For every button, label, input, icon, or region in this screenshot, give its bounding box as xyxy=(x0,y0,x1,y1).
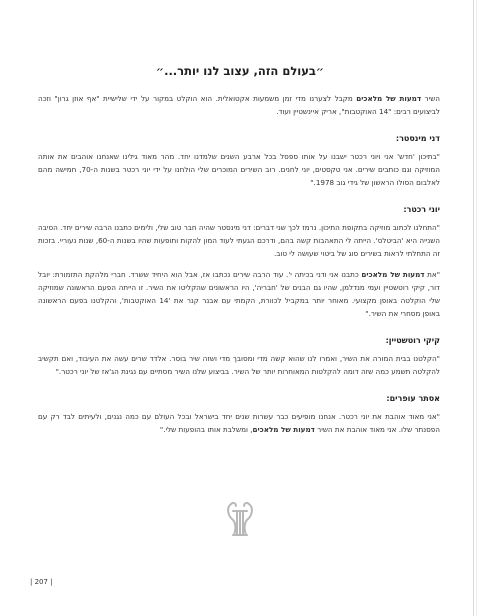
intro-paragraph xyxy=(38,92,440,118)
quote-text: , ומשלבת אותו בהופעות שלי." xyxy=(159,425,253,434)
quote-paragraph: "בתיכון 'חדש' אני ויוני רכטר ישבנו על אותו ספסל בכל ארבע השנים שלמדנו יחד. מהר מאוד גילינו שאנחנו אוהבים את אותה המוזיקה וגם כותבים שירים. אני טקסטים, יוני לחנים. רוב השירים המוכרים שלי הולחנו על ידי יוני רכטר בשנות ה-70, חמישה מהם לאלבום הסולו הראשון של גידי גוב 1978." xyxy=(38,152,440,187)
song-title-bold: דמעות של מלאכים xyxy=(361,270,425,279)
intro-text-2: מקבל לצערנו מדי זמן משמעות אקטואלית. הוא הוקלט במקור על ידי שלישיית "אף אוזן גרון" וזכה לביצועים רבים: "14 האוקטבות", אריק איינשטיין ועוד. xyxy=(38,94,440,116)
lyre-icon xyxy=(225,500,255,540)
page-edge-inner xyxy=(476,0,477,616)
page-title: ״בעולם הזה, עצוב לנו יותר...״ xyxy=(155,64,325,78)
speaker-heading: יוני רכטר: xyxy=(403,205,440,214)
quote-text: כתבנו אני ודני בכיתה י'. עוד הרבה שירים נכתבו אז, אבל הוא היחיד ששרד. חברי מלהקת התזמורת: יובל דור, קיקי רוטשטיין ועמי מנדלמן, שהיו גם הבנים של 'חבריה', היו הראשונים שהקליטו את השיר. זו הייתה הפעם הראשונה שמוזיקה שלי הוקלטה באופן מקצועי. מאוחר יותר במקביל לכוורת, הקמתי עם אבנר קנר את '14 האוקטבות', והקלטנו בפעם הראשונה באופן מסחרי את השיר." xyxy=(38,270,440,318)
article-body xyxy=(38,92,440,444)
quote-paragraph xyxy=(38,268,440,320)
quote-paragraph: "הקלטנו בבית המורה את השיר, ואמרו לנו שהוא קשה מדי ומסובך מדי ושזה שיר בוסר. אלדד שרים עשה את העיבוד, ואם תקשיב להקלטה תשמע כמה שזה דומה להקלטות המאוחרות יותר של השיר. בביצוע שלנו השיר מסתיים עם נגינת הג'אז של יוני רכטר." xyxy=(38,354,440,376)
speaker-heading: דני מינסטר: xyxy=(395,134,440,143)
quote-text: "אני מאוד אוהבת את יוני רכטר. אנחנו מופיעים כבר עשרות שנים יחד בישראל ובכל העולם עם כמה נגנים, ולעיתים לבד רק עם הפסנתר שלו. אני מאוד אוהבת את השיר xyxy=(38,412,440,434)
quote-paragraph: "התחלנו לכתוב מוזיקה בתקופת התיכון. נרמז לכך שני דברים: דני מינסטר שהיה חבר טוב שלי, ולימים כתבנו הרבה שירים יחד. הסיבה השנייה היא 'הביטלס'. הייתה לי התאהבות קשה בהם, ודרכם הגעתי לעוד המון להקות ותופעות שהיו בשנות ה-60, שנות נעוריי. בזכות זה התחלתי לראות בשירים סוג של ביטוי שעושה לי טוב. xyxy=(38,223,441,258)
quote-paragraph xyxy=(38,410,440,436)
intro-text-1: השיר xyxy=(421,94,440,103)
song-title-bold: דמעות של מלאכים xyxy=(252,425,315,434)
speaker-heading: קיקי רוטשטיין: xyxy=(385,336,440,345)
quote-text: "את xyxy=(424,270,440,279)
page-edge xyxy=(473,0,474,616)
song-title-bold: דמעות של מלאכים xyxy=(356,94,422,103)
page-number: | 207 | xyxy=(30,578,53,586)
speaker-heading: אסתר עופרים: xyxy=(386,394,440,403)
